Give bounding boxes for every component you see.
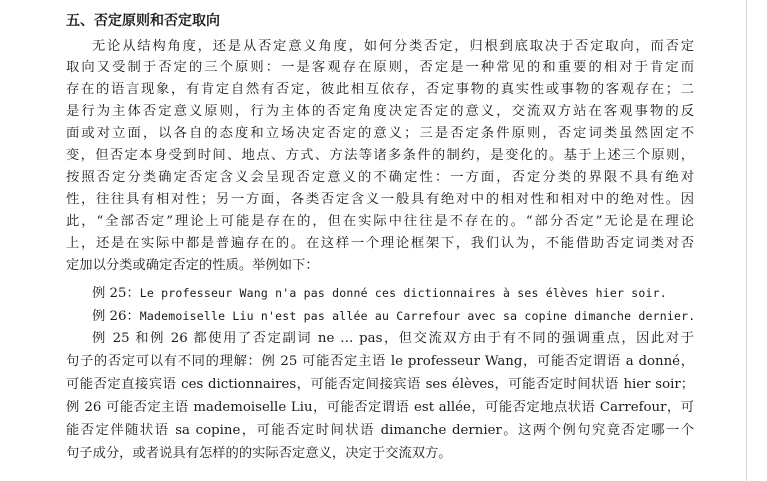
paragraph-line: 例 25 和例 26 都使用了否定副词 ne … pas，但交流双方由于有不同的强调重点，因此对于: [92, 331, 694, 346]
paragraph-line: 此，“全部否定”理论上可能是存在的，但在实际中往往是不存在的。“部分否定”无论是在理论: [66, 214, 694, 229]
paragraph-line: 面或对立面，以各自的态度和立场决定否定的意义；三是否定条件原则，否定词类虽然固定不: [66, 126, 694, 141]
paragraph-line: 存在的语言现象，有肯定自然有否定，彼此相互依存，否定事物的真实性或事物的客观存在；二: [66, 82, 694, 97]
example-label: 例 26：: [92, 309, 140, 324]
paragraph-line: 可能否定直接宾语 ces dictionnaires，可能否定间接宾语 ses élèves，可能否定时间状语 hier soir；: [66, 377, 694, 392]
example-label: 例 25：: [92, 286, 140, 301]
paragraph-line: 句子的否定可以有不同的理解：例 25 可能否定主语 le professeur Wang，可能否定谓语 a donné，: [66, 354, 694, 369]
paragraph-line: 取向又受制于否定的三个原则：一是客观存在原则，否定是一种常见的和重要的相对于肯定而: [66, 60, 694, 75]
paragraph-line: 能否定伴随状语 sa copine，可能否定时间状语 dimanche dernier。这两个例句究竟否定哪一个: [66, 423, 694, 438]
example-25: [92, 283, 667, 304]
page-edge-divider: [746, 0, 747, 481]
example-26: [92, 306, 695, 327]
example-sentence: Mademoiselle Liu n'est pas allée au Carrefour avec sa copine dimanche dernier.: [139, 309, 696, 323]
paragraph-line: 是行为主体否定意义原则，行为主体的否定角度决定否定的意义，交流双方站在客观事物的反: [66, 104, 694, 119]
paragraph-line: 句子成分，或者说具有怎样的的实际否定意义，决定于交流双方。: [66, 446, 452, 461]
example-sentence: Le professeur Wang n'a pas donné ces dictionnaires à ses élèves hier soir.: [139, 286, 667, 300]
paragraph-line: 上，还是在实际中都是普遍存在的。在这样一个理论框架下，我们认为，不能借助否定词类对否: [66, 236, 694, 251]
paragraph-line: 按照否定分类确定否定含义会呈现否定意义的不确定性：一方面，否定分类的界限不具有绝对: [66, 170, 694, 185]
paragraph-line: 定加以分类或确定否定的性质。举例如下：: [66, 258, 319, 273]
section-heading: 五、否定原则和否定取向: [66, 13, 220, 29]
paragraph-line: 例 26 可能否定主语 mademoiselle Liu，可能否定谓语 est allée，可能否定地点状语 Carrefour，可: [66, 400, 694, 415]
paragraph-line: 性，往往具有相对性；另一方面，各类否定含义一般具有绝对中的相对性和相对中的绝对性。因: [66, 192, 694, 207]
paragraph-line: 无论从结构角度，还是从否定意义角度，如何分类否定，归根到底取决于否定取向，而否定: [92, 39, 694, 54]
paragraph-line: 变，但否定本身受到时间、地点、方式、方法等诸多条件的制约，是变化的。基于上述三个原则，: [66, 148, 694, 163]
